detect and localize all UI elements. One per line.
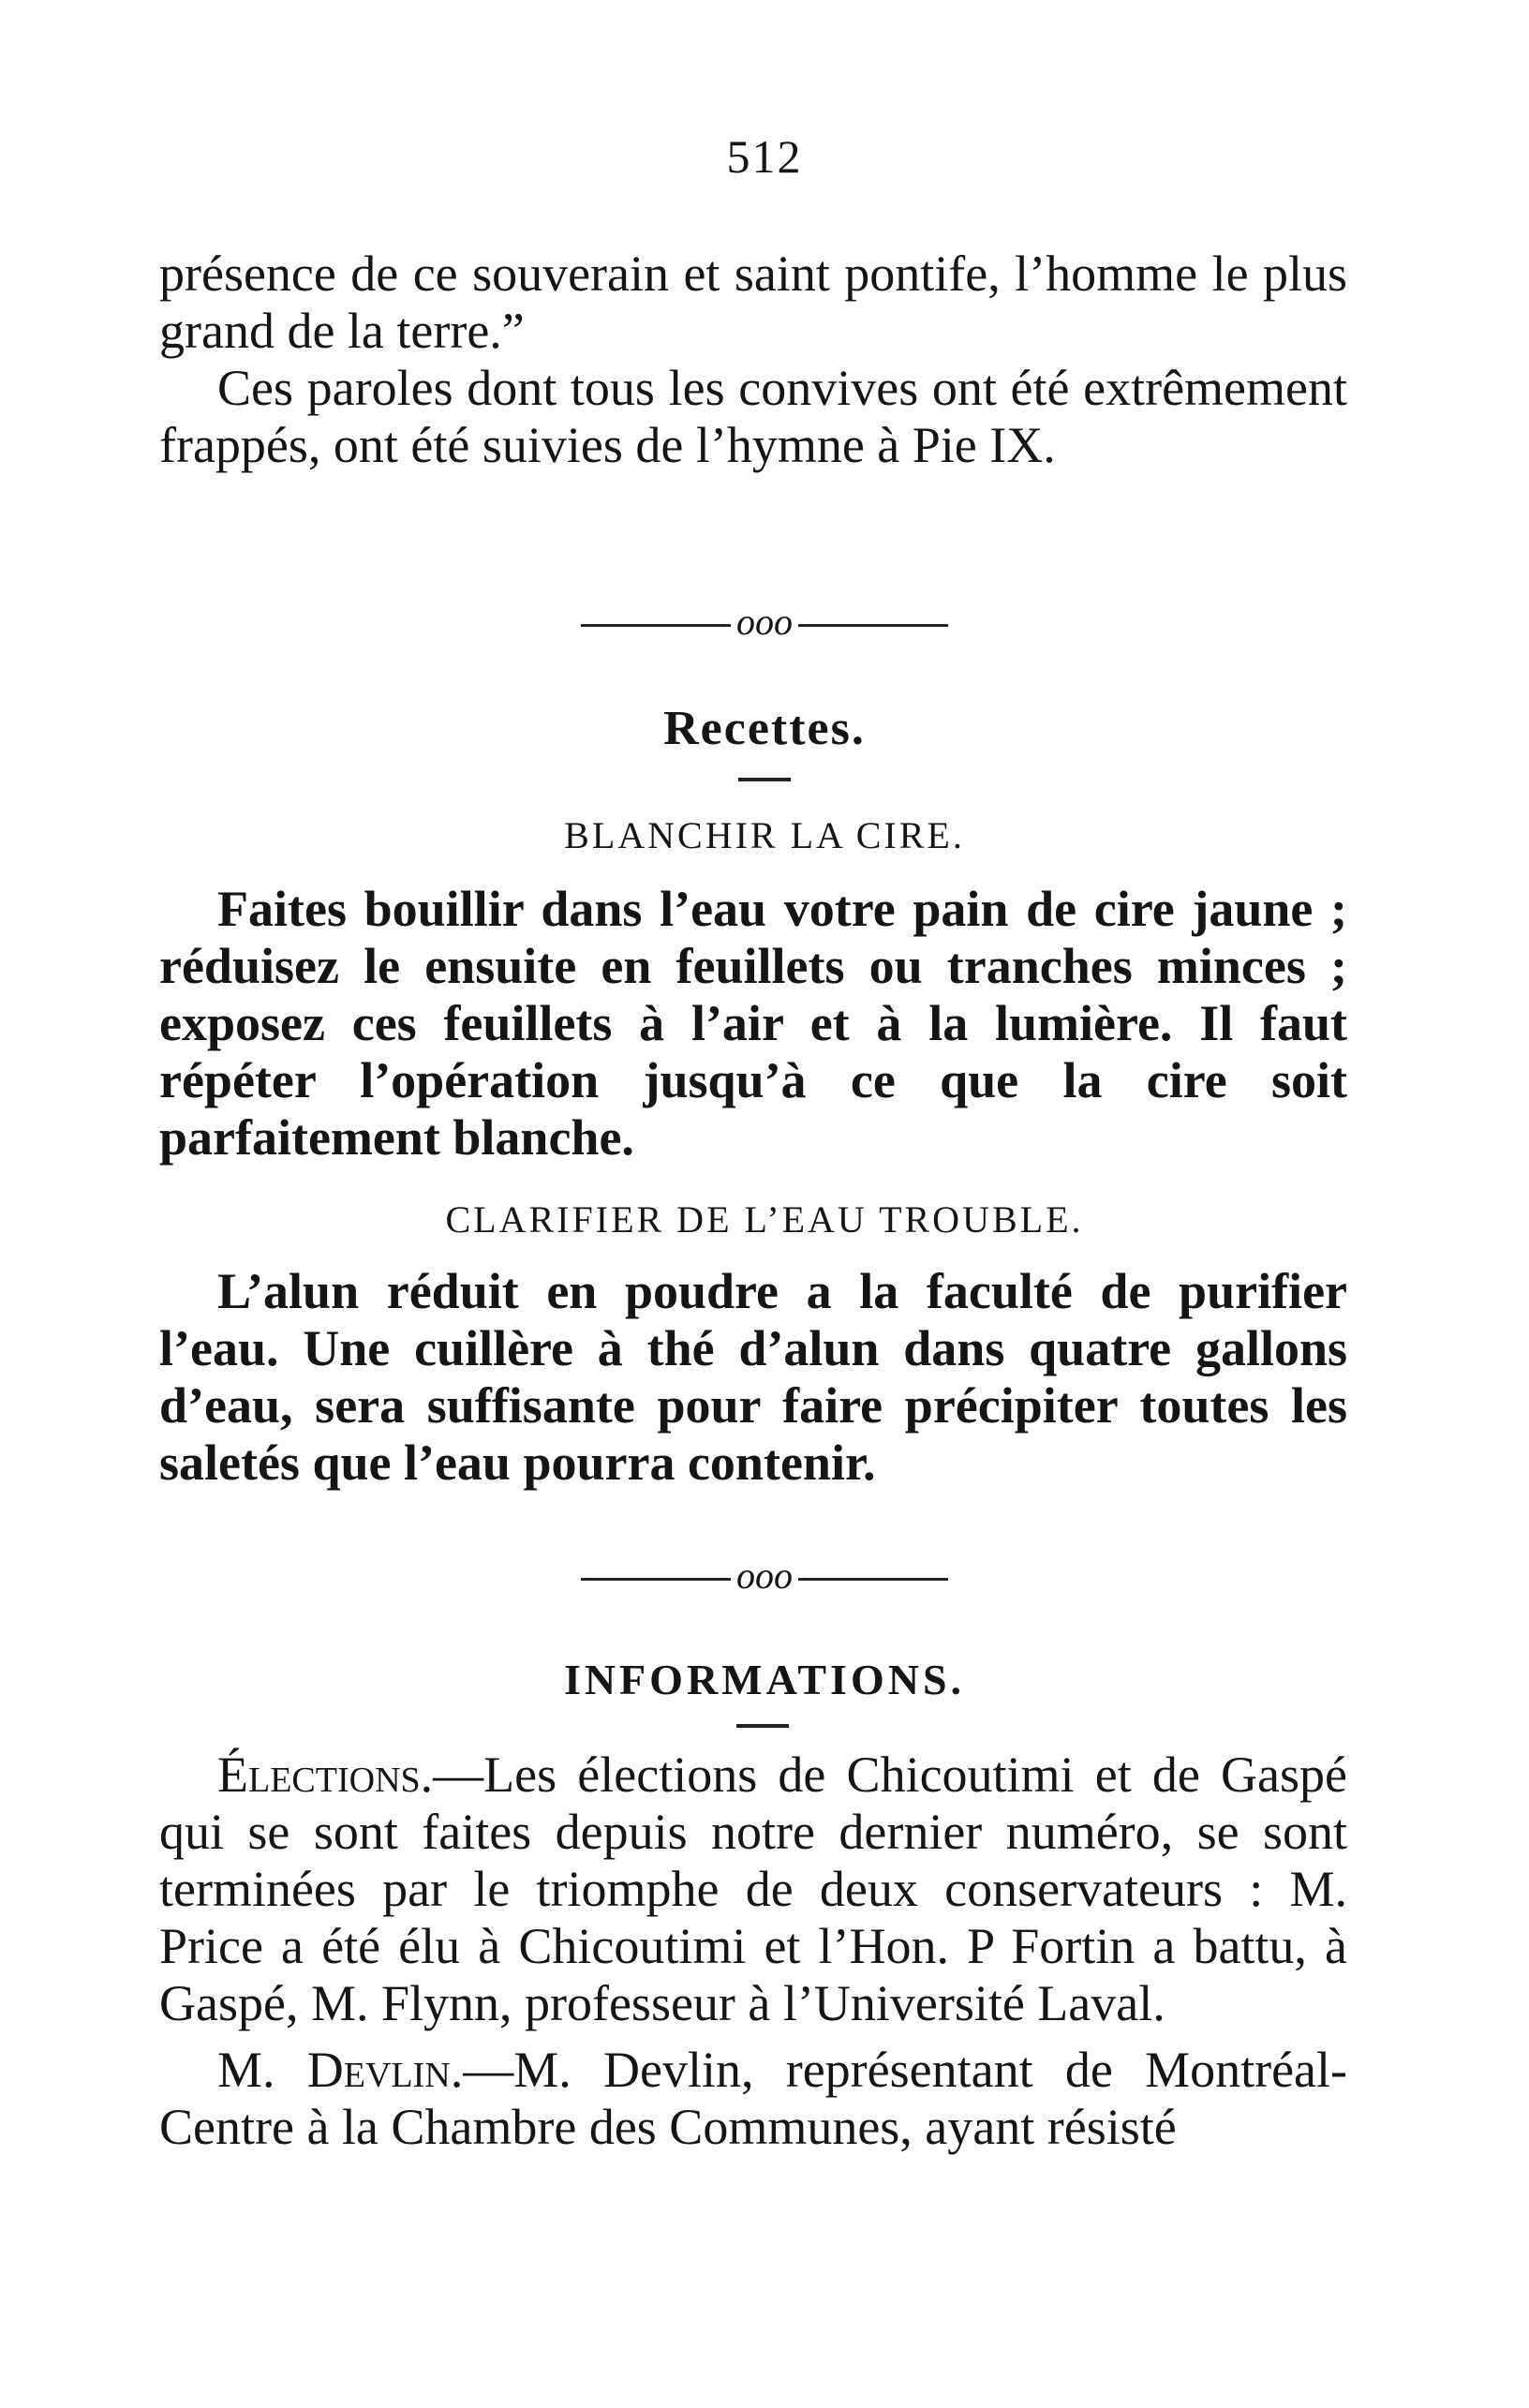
section-divider <box>0 600 1529 644</box>
news-item-text: —M. Devlin, représentant de Montréal-Centre à la Chambre des Communes, ayant résisté <box>159 2042 1347 2155</box>
recipe-block <box>159 881 1347 1167</box>
recipe-block <box>159 1263 1347 1492</box>
divider-rule-right <box>798 624 948 627</box>
news-item-text: —Les élections de Chicoutimi et de Gaspé qui se sont faites depuis notre dernier numéro, se sont terminées par le triomphe de deux conservateurs : M. Price a été élu à Chicoutimi et l’Hon. P Fortin a battu, à Gaspé, M. Flynn, professeur à l’Université Laval. <box>159 1747 1347 2031</box>
informations-heading: INFORMATIONS. <box>563 1656 966 1703</box>
divider-rule-right <box>798 1578 948 1581</box>
recipe-text: L’alun réduit en poudre a la faculté de purifier l’eau. Une cuillère à thé d’alun dans quatre gallons d’eau, sera suffisante pour faire précipiter toutes les saletés que l’eau pourra contenir. <box>159 1263 1347 1491</box>
recipe-title: CLARIFIER DE L’EAU TROUBLE. <box>445 1198 1084 1241</box>
informations-block <box>159 1747 1347 2156</box>
page-number: 512 <box>726 130 803 183</box>
divider-rule-left <box>581 1578 731 1581</box>
news-item <box>159 1747 1347 2032</box>
intro-paragraph: Ces paroles dont tous les convives ont été extrêmement frappés, ont été suivies de l’hymne à Pie IX. <box>159 360 1347 473</box>
recipe-title: BLANCHIR LA CIRE. <box>564 814 965 856</box>
divider-mark: ooo <box>736 601 793 643</box>
section-divider <box>0 1553 1529 1598</box>
recettes-heading: Recettes. <box>663 702 866 755</box>
news-item-label: M. Devlin. <box>217 2042 464 2098</box>
intro-line: présence de ce souverain et saint pontife, l’homme le plus grand de la terre.” <box>159 245 1347 359</box>
intro-block <box>159 245 1347 474</box>
heading-rule <box>736 1724 789 1728</box>
divider-mark: ooo <box>736 1554 793 1597</box>
divider-rule-left <box>581 624 731 627</box>
news-item-label: Élections. <box>217 1747 434 1803</box>
recipe-text: Faites bouillir dans l’eau votre pain de cire jaune ; réduisez le ensuite en feuillets ou tranches minces ; exposez ces feuillets à l’air et à la lumière. Il faut répéter l’opération jusqu’à ce que la cire soit parfaitement blanche. <box>159 881 1347 1166</box>
heading-rule <box>738 778 791 781</box>
news-item <box>159 2042 1347 2156</box>
